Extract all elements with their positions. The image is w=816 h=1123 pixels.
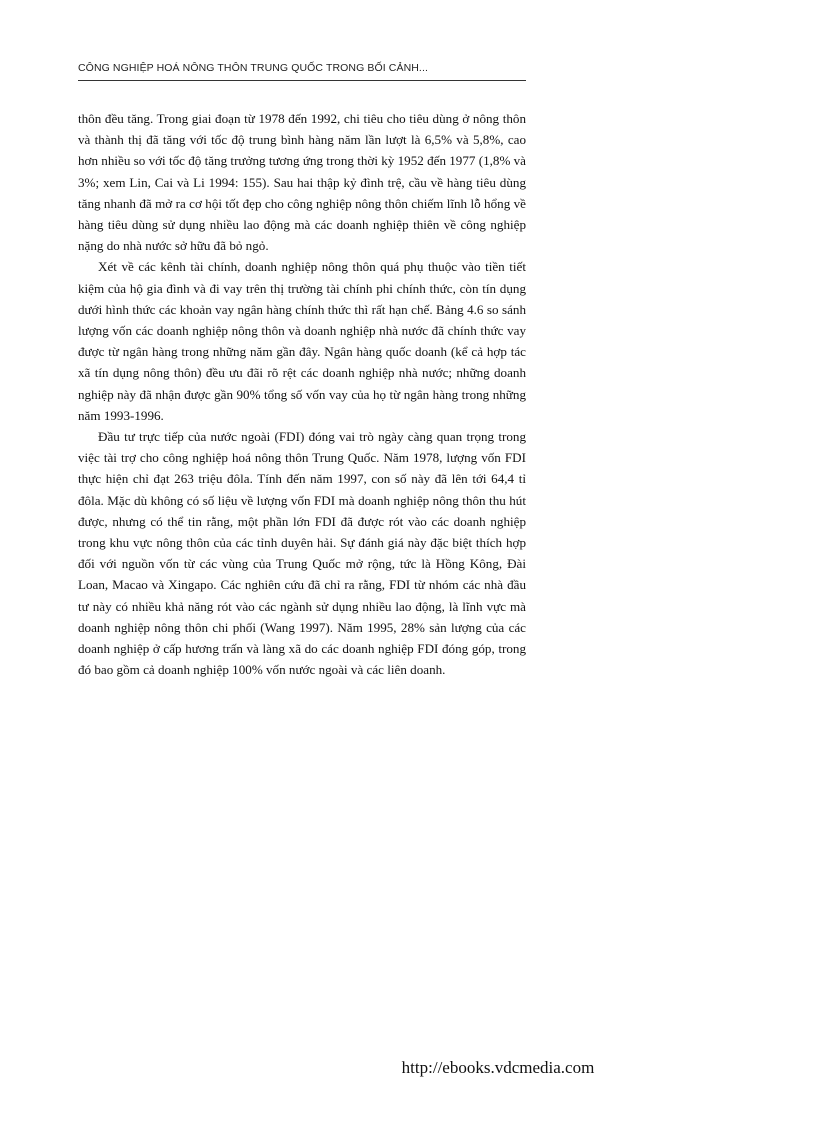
header-rule: [78, 80, 526, 81]
footer: [0, 1058, 816, 1078]
paragraph-consumer-demand: thôn đều tăng. Trong giai đoạn từ 1978 đến 1992, chi tiêu cho tiêu dùng ở nông thôn và thành thị đã tăng với tốc độ trung bình hàng năm lần lượt là 6,5% và 5,8%, cao hơn nhiều so với tốc độ tăng trưởng tương ứng trong thời kỳ 1952 đến 1977 (1,8% và 3%; xem Lin, Cai và Li 1994: 155). Sau hai thập kỷ đình trệ, cầu về hàng tiêu dùng tăng nhanh đã mở ra cơ hội tốt đẹp cho công nghiệp nông thôn chiếm lĩnh lỗ hổng về hàng tiêu dùng sử dụng nhiều lao động mà các doanh nghiệp thiên về công nghiệp nặng do nhà nước sở hữu đã bỏ ngỏ.: [78, 111, 526, 254]
footer-url: http://ebooks.vdcmedia.com: [401, 1058, 595, 1077]
running-header: CÔNG NGHIỆP HOÁ NÔNG THÔN TRUNG QUỐC TRONG BỐI CẢNH...: [78, 62, 428, 74]
paragraph-financial-channels: Xét về các kênh tài chính, doanh nghiệp nông thôn quá phụ thuộc vào tiền tiết kiệm của hộ gia đình và đi vay trên thị trường tài chính phi chính thức, còn tín dụng dưới hình thức các khoản vay ngân hàng chính thức thì rất hạn chế. Bảng 4.6 so sánh lượng vốn các doanh nghiệp nông thôn và doanh nghiệp nhà nước đã chính thức vay được từ ngân hàng trong những năm gần đây. Ngân hàng quốc doanh (kể cả hợp tác xã tín dụng nông thôn) đều ưu đãi rõ rệt các doanh nghiệp nhà nước; những doanh nghiệp này đã nhận được gần 90% tổng số vốn vay của họ từ ngân hàng trong những năm 1993-1996.: [78, 259, 526, 423]
body-text: [78, 108, 526, 680]
paragraph-fdi: Đầu tư trực tiếp của nước ngoài (FDI) đóng vai trò ngày càng quan trọng trong việc tài trợ cho công nghiệp hoá nông thôn Trung Quốc. Năm 1978, lượng vốn FDI thực hiện chỉ đạt 263 triệu đôla. Tính đến năm 1997, con số này đã lên tới 64,4 tỉ đôla. Mặc dù không có số liệu về lượng vốn FDI mà doanh nghiệp nông thôn thu hút được, nhưng có thể tin rằng, một phần lớn FDI đã được rót vào các doanh nghiệp trong khu vực nông thôn của các tỉnh duyên hải. Sự đánh giá này đặc biệt thích hợp đối với nguồn vốn từ các vùng của Trung Quốc mở rộng, tức là Hồng Kông, Đài Loan, Macao và Xingapo. Các nghiên cứu đã chỉ ra rằng, FDI từ nhóm các nhà đầu tư này có nhiều khả năng rót vào các ngành sử dụng nhiều lao động, là lĩnh vực mà doanh nghiệp nông thôn chi phối (Wang 1997). Năm 1995, 28% sản lượng của các doanh nghiệp ở cấp hương trấn và làng xã do các doanh nghiệp FDI đóng góp, trong đó bao gồm cả doanh nghiệp 100% vốn nước ngoài và các liên doanh.: [78, 429, 526, 678]
